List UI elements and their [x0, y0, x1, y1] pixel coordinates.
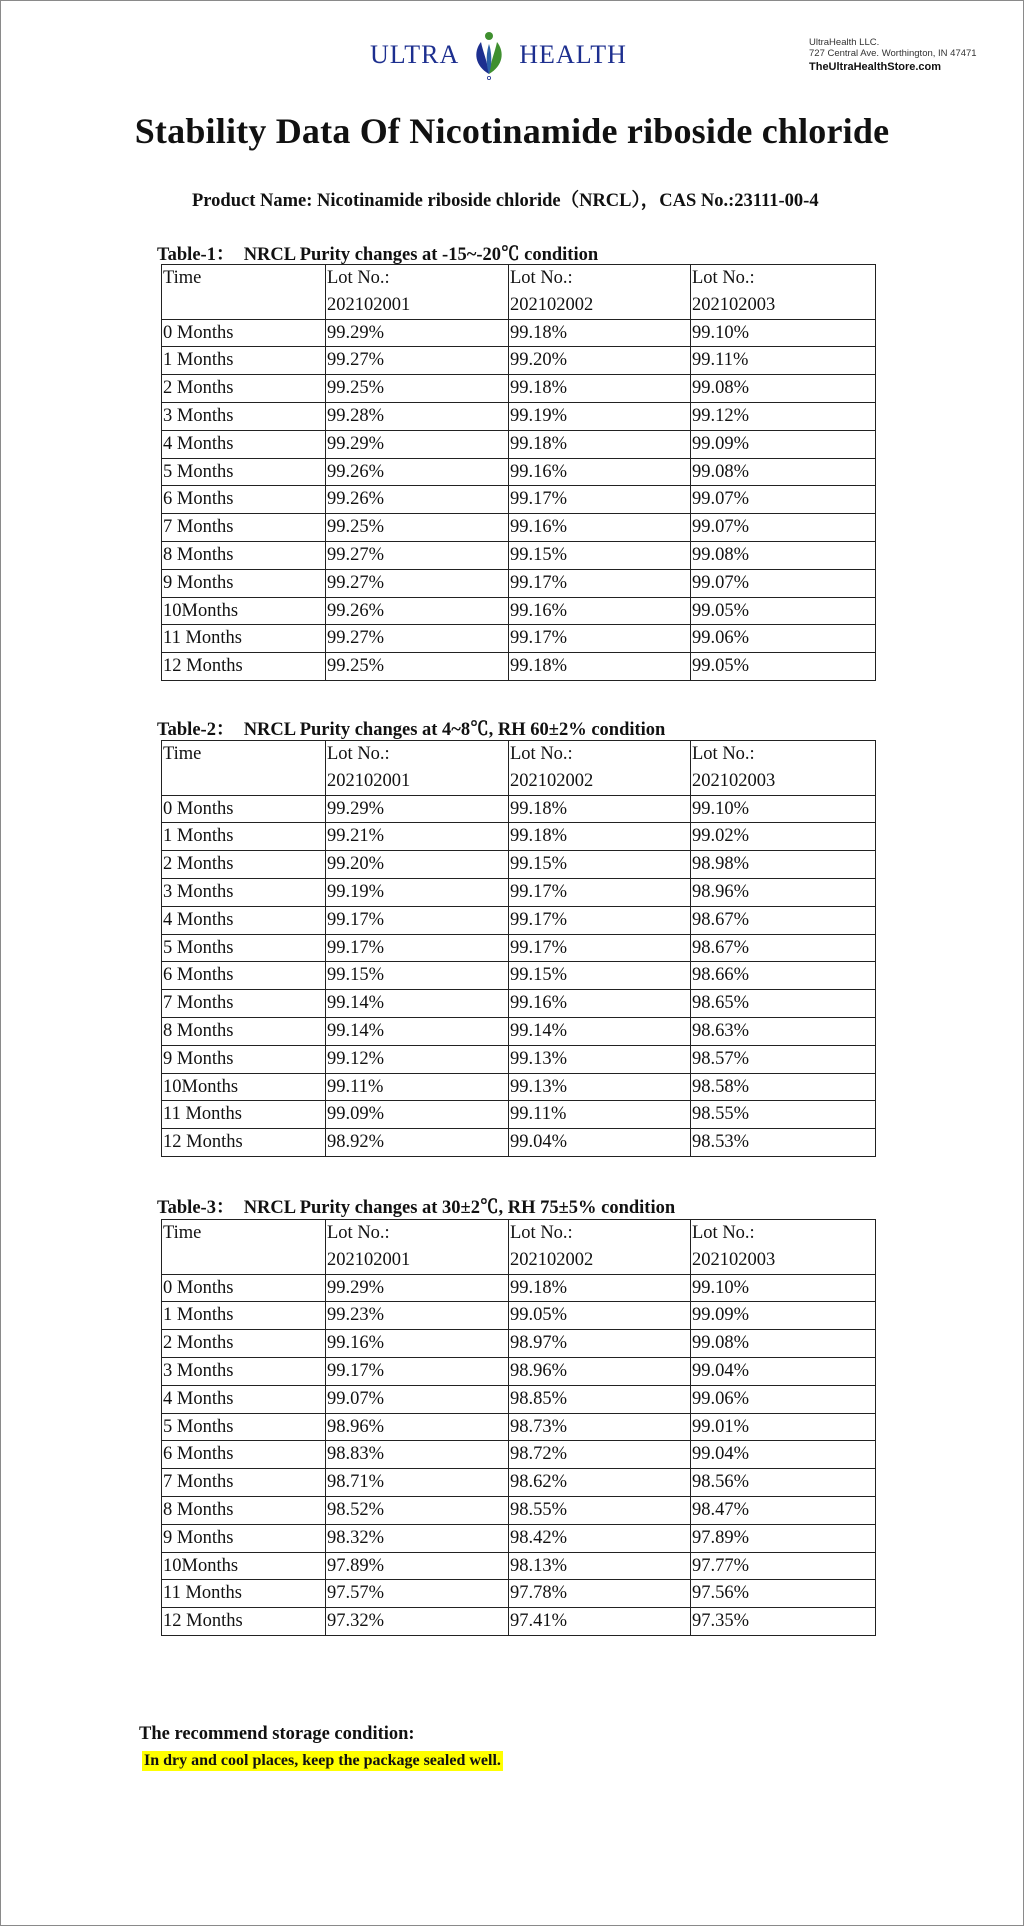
purity-cell: 99.14%	[509, 1017, 691, 1045]
purity-cell: 99.04%	[691, 1441, 876, 1469]
purity-cell: 98.96%	[326, 1413, 509, 1441]
purity-cell: 98.55%	[509, 1496, 691, 1524]
header-lot	[326, 1220, 509, 1275]
table-row	[162, 823, 876, 851]
time-cell: 2 Months	[162, 851, 326, 879]
company-site: TheUltraHealthStore.com	[809, 61, 942, 73]
table-2	[161, 740, 876, 1157]
purity-cell: 99.08%	[691, 375, 876, 403]
purity-cell: 99.09%	[691, 430, 876, 458]
table-row	[162, 1129, 876, 1157]
purity-cell: 98.71%	[326, 1469, 509, 1497]
purity-cell: 99.02%	[691, 823, 876, 851]
table-row	[162, 430, 876, 458]
purity-cell: 99.01%	[691, 1413, 876, 1441]
table-row	[162, 1469, 876, 1497]
lot-number: 202102001	[327, 294, 411, 315]
time-cell: 10Months	[162, 597, 326, 625]
header-lot	[509, 265, 691, 320]
purity-cell: 97.57%	[326, 1580, 509, 1608]
time-cell: 11 Months	[162, 1580, 326, 1608]
purity-cell: 99.29%	[326, 795, 509, 823]
purity-cell: 99.15%	[509, 851, 691, 879]
purity-cell: 99.05%	[691, 653, 876, 681]
table-row	[162, 625, 876, 653]
table-header-row	[162, 1220, 876, 1275]
header-lot	[691, 741, 876, 796]
table-row	[162, 1101, 876, 1129]
company-info	[809, 37, 977, 73]
lot-number: 202102003	[692, 770, 776, 791]
purity-cell: 98.32%	[326, 1524, 509, 1552]
table-row	[162, 1073, 876, 1101]
purity-cell: 99.28%	[326, 402, 509, 430]
purity-cell: 99.18%	[509, 375, 691, 403]
purity-cell: 99.10%	[691, 795, 876, 823]
purity-cell: 99.29%	[326, 1274, 509, 1302]
company-address: 727 Central Ave. Worthington, IN 47471	[809, 48, 977, 59]
purity-cell: 98.67%	[691, 906, 876, 934]
purity-cell: 98.98%	[691, 851, 876, 879]
company-name: UltraHealth LLC.	[809, 37, 880, 48]
purity-cell: 99.04%	[509, 1129, 691, 1157]
purity-cell: 99.17%	[509, 569, 691, 597]
header-time: Time	[162, 265, 326, 320]
time-cell: 3 Months	[162, 878, 326, 906]
table-1-caption: Table-1： NRCL Purity changes at -15~-20℃ condition	[157, 245, 599, 265]
time-cell: 4 Months	[162, 430, 326, 458]
header-lot	[691, 1220, 876, 1275]
time-cell: 6 Months	[162, 486, 326, 514]
time-cell: 6 Months	[162, 1441, 326, 1469]
lot-number: 202102001	[327, 770, 411, 791]
lot-label: Lot No.:	[692, 1223, 755, 1243]
table-row	[162, 990, 876, 1018]
table-row	[162, 319, 876, 347]
brand-right-text: HEALTH	[519, 40, 627, 69]
purity-cell: 99.15%	[509, 962, 691, 990]
purity-cell: 99.09%	[691, 1302, 876, 1330]
table-header-row	[162, 265, 876, 320]
purity-cell: 99.10%	[691, 319, 876, 347]
purity-cell: 99.05%	[509, 1302, 691, 1330]
lot-label: Lot No.:	[510, 744, 573, 764]
purity-cell: 99.25%	[326, 375, 509, 403]
table-row	[162, 1330, 876, 1358]
header-time: Time	[162, 1220, 326, 1275]
purity-cell: 99.26%	[326, 458, 509, 486]
purity-cell: 98.55%	[691, 1101, 876, 1129]
purity-cell: 99.18%	[509, 1274, 691, 1302]
time-cell: 9 Months	[162, 1524, 326, 1552]
purity-cell: 99.14%	[326, 1017, 509, 1045]
table-header-row	[162, 741, 876, 796]
purity-cell: 99.18%	[509, 430, 691, 458]
purity-cell: 98.58%	[691, 1073, 876, 1101]
header-lot	[509, 1220, 691, 1275]
table-row	[162, 962, 876, 990]
purity-cell: 99.19%	[509, 402, 691, 430]
purity-cell: 99.07%	[691, 514, 876, 542]
time-cell: 10Months	[162, 1552, 326, 1580]
table-row	[162, 541, 876, 569]
time-cell: 8 Months	[162, 1496, 326, 1524]
time-cell: 2 Months	[162, 375, 326, 403]
purity-cell: 99.12%	[691, 402, 876, 430]
purity-cell: 99.16%	[509, 458, 691, 486]
purity-cell: 99.17%	[509, 878, 691, 906]
time-cell: 12 Months	[162, 653, 326, 681]
table-row	[162, 934, 876, 962]
purity-cell: 99.27%	[326, 625, 509, 653]
purity-cell: 99.16%	[509, 597, 691, 625]
table-row	[162, 1580, 876, 1608]
purity-cell: 97.32%	[326, 1608, 509, 1636]
time-cell: 7 Months	[162, 514, 326, 542]
purity-cell: 99.10%	[691, 1274, 876, 1302]
product-line: Product Name: Nicotinamide riboside chloride（NRCL），CAS No.:23111-00-4	[192, 191, 819, 211]
purity-cell: 99.06%	[691, 1385, 876, 1413]
purity-cell: 98.42%	[509, 1524, 691, 1552]
purity-cell: 98.96%	[509, 1357, 691, 1385]
purity-cell: 99.08%	[691, 541, 876, 569]
purity-cell: 97.77%	[691, 1552, 876, 1580]
purity-cell: 99.07%	[691, 569, 876, 597]
time-cell: 7 Months	[162, 1469, 326, 1497]
purity-cell: 99.04%	[691, 1357, 876, 1385]
purity-cell: 99.13%	[509, 1073, 691, 1101]
lot-label: Lot No.:	[327, 1223, 390, 1243]
document-title: Stability Data Of Nicotinamide riboside chloride	[134, 111, 890, 151]
purity-cell: 99.25%	[326, 514, 509, 542]
time-cell: 12 Months	[162, 1608, 326, 1636]
time-cell: 9 Months	[162, 569, 326, 597]
purity-cell: 99.16%	[509, 990, 691, 1018]
time-cell: 9 Months	[162, 1045, 326, 1073]
table-row	[162, 1357, 876, 1385]
purity-cell: 97.89%	[326, 1552, 509, 1580]
table-row	[162, 878, 876, 906]
lot-number: 202102001	[327, 1249, 411, 1270]
purity-cell: 99.18%	[509, 653, 691, 681]
table-row	[162, 1017, 876, 1045]
purity-cell: 99.17%	[509, 934, 691, 962]
purity-cell: 97.41%	[509, 1608, 691, 1636]
purity-cell: 98.73%	[509, 1413, 691, 1441]
table-row	[162, 375, 876, 403]
table-3	[161, 1219, 876, 1636]
table-1	[161, 264, 876, 681]
purity-cell: 98.92%	[326, 1129, 509, 1157]
table-row	[162, 569, 876, 597]
purity-cell: 99.20%	[326, 851, 509, 879]
lot-label: Lot No.:	[327, 744, 390, 764]
table-row	[162, 514, 876, 542]
time-cell: 2 Months	[162, 1330, 326, 1358]
table-row	[162, 851, 876, 879]
table-row	[162, 1524, 876, 1552]
time-cell: 11 Months	[162, 1101, 326, 1129]
table-row	[162, 1302, 876, 1330]
table-row	[162, 1385, 876, 1413]
purity-cell: 98.56%	[691, 1469, 876, 1497]
table-row	[162, 1552, 876, 1580]
purity-cell: 98.65%	[691, 990, 876, 1018]
time-cell: 5 Months	[162, 1413, 326, 1441]
purity-cell: 99.17%	[326, 906, 509, 934]
purity-cell: 98.96%	[691, 878, 876, 906]
storage-note: In dry and cool places, keep the package sealed well.	[144, 1752, 501, 1769]
time-cell: 5 Months	[162, 934, 326, 962]
purity-cell: 99.17%	[326, 934, 509, 962]
purity-cell: 98.66%	[691, 962, 876, 990]
time-cell: 12 Months	[162, 1129, 326, 1157]
lot-number: 202102002	[510, 294, 594, 315]
purity-cell: 99.07%	[691, 486, 876, 514]
lot-number: 202102003	[692, 1249, 776, 1270]
purity-cell: 99.26%	[326, 486, 509, 514]
time-cell: 4 Months	[162, 906, 326, 934]
table-row	[162, 347, 876, 375]
purity-cell: 98.62%	[509, 1469, 691, 1497]
header-lot	[326, 265, 509, 320]
lot-label: Lot No.:	[327, 268, 390, 288]
purity-cell: 99.18%	[509, 319, 691, 347]
purity-cell: 99.08%	[691, 458, 876, 486]
purity-cell: 99.13%	[509, 1045, 691, 1073]
lot-number: 202102003	[692, 294, 776, 315]
purity-cell: 99.27%	[326, 569, 509, 597]
purity-cell: 99.17%	[326, 1357, 509, 1385]
table-2-caption: Table-2： NRCL Purity changes at 4~8℃, RH 60±2% condition	[157, 720, 666, 740]
purity-cell: 98.52%	[326, 1496, 509, 1524]
purity-cell: 99.29%	[326, 319, 509, 347]
brand-logo	[370, 30, 627, 80]
header-lot	[509, 741, 691, 796]
purity-cell: 97.78%	[509, 1580, 691, 1608]
table-row	[162, 1608, 876, 1636]
purity-cell: 97.89%	[691, 1524, 876, 1552]
purity-cell: 98.53%	[691, 1129, 876, 1157]
table-row	[162, 597, 876, 625]
table-row	[162, 402, 876, 430]
purity-cell: 99.16%	[509, 514, 691, 542]
time-cell: 3 Months	[162, 402, 326, 430]
purity-cell: 99.21%	[326, 823, 509, 851]
time-cell: 1 Months	[162, 1302, 326, 1330]
table-row	[162, 1413, 876, 1441]
time-cell: 8 Months	[162, 541, 326, 569]
purity-cell: 98.85%	[509, 1385, 691, 1413]
lot-label: Lot No.:	[510, 1223, 573, 1243]
purity-cell: 99.05%	[691, 597, 876, 625]
lot-number: 202102002	[510, 770, 594, 791]
purity-cell: 99.29%	[326, 430, 509, 458]
lot-label: Lot No.:	[510, 268, 573, 288]
purity-cell: 99.11%	[326, 1073, 509, 1101]
purity-cell: 99.07%	[326, 1385, 509, 1413]
purity-cell: 97.35%	[691, 1608, 876, 1636]
time-cell: 5 Months	[162, 458, 326, 486]
purity-cell: 98.97%	[509, 1330, 691, 1358]
purity-cell: 99.06%	[691, 625, 876, 653]
time-cell: 6 Months	[162, 962, 326, 990]
time-cell: 3 Months	[162, 1357, 326, 1385]
purity-cell: 99.17%	[509, 486, 691, 514]
purity-cell: 99.11%	[691, 347, 876, 375]
time-cell: 7 Months	[162, 990, 326, 1018]
purity-cell: 98.63%	[691, 1017, 876, 1045]
purity-cell: 99.19%	[326, 878, 509, 906]
leaf-icon	[467, 30, 511, 80]
table-3-caption: Table-3： NRCL Purity changes at 30±2℃, RH 75±5% condition	[157, 1198, 676, 1218]
purity-cell: 98.83%	[326, 1441, 509, 1469]
time-cell: 8 Months	[162, 1017, 326, 1045]
table-row	[162, 1496, 876, 1524]
purity-cell: 98.47%	[691, 1496, 876, 1524]
time-cell: 10Months	[162, 1073, 326, 1101]
table-row	[162, 1045, 876, 1073]
time-cell: 4 Months	[162, 1385, 326, 1413]
purity-cell: 99.14%	[326, 990, 509, 1018]
table-row	[162, 653, 876, 681]
lot-label: Lot No.:	[692, 268, 755, 288]
purity-cell: 99.20%	[509, 347, 691, 375]
purity-cell: 99.15%	[509, 541, 691, 569]
purity-cell: 99.11%	[509, 1101, 691, 1129]
time-cell: 1 Months	[162, 823, 326, 851]
time-cell: 0 Months	[162, 1274, 326, 1302]
time-cell: 11 Months	[162, 625, 326, 653]
purity-cell: 99.18%	[509, 795, 691, 823]
purity-cell: 99.25%	[326, 653, 509, 681]
purity-cell: 99.12%	[326, 1045, 509, 1073]
purity-cell: 99.17%	[509, 906, 691, 934]
purity-cell: 98.13%	[509, 1552, 691, 1580]
table-row	[162, 458, 876, 486]
table-row	[162, 1274, 876, 1302]
header-lot	[326, 741, 509, 796]
purity-cell: 99.08%	[691, 1330, 876, 1358]
header-lot	[691, 265, 876, 320]
purity-cell: 98.67%	[691, 934, 876, 962]
time-cell: 0 Months	[162, 795, 326, 823]
lot-number: 202102002	[510, 1249, 594, 1270]
table-row	[162, 906, 876, 934]
storage-title: The recommend storage condition:	[139, 1724, 415, 1744]
purity-cell: 97.56%	[691, 1580, 876, 1608]
time-cell: 1 Months	[162, 347, 326, 375]
header-time: Time	[162, 741, 326, 796]
purity-cell: 99.27%	[326, 541, 509, 569]
brand-left-text: ULTRA	[370, 40, 460, 69]
purity-cell: 99.16%	[326, 1330, 509, 1358]
purity-cell: 99.18%	[509, 823, 691, 851]
table-row	[162, 795, 876, 823]
purity-cell: 99.23%	[326, 1302, 509, 1330]
purity-cell: 99.17%	[509, 625, 691, 653]
time-cell: 0 Months	[162, 319, 326, 347]
lot-label: Lot No.:	[692, 744, 755, 764]
table-row	[162, 1441, 876, 1469]
table-row	[162, 486, 876, 514]
purity-cell: 99.26%	[326, 597, 509, 625]
purity-cell: 99.27%	[326, 347, 509, 375]
purity-cell: 98.72%	[509, 1441, 691, 1469]
purity-cell: 99.09%	[326, 1101, 509, 1129]
purity-cell: 99.15%	[326, 962, 509, 990]
purity-cell: 98.57%	[691, 1045, 876, 1073]
